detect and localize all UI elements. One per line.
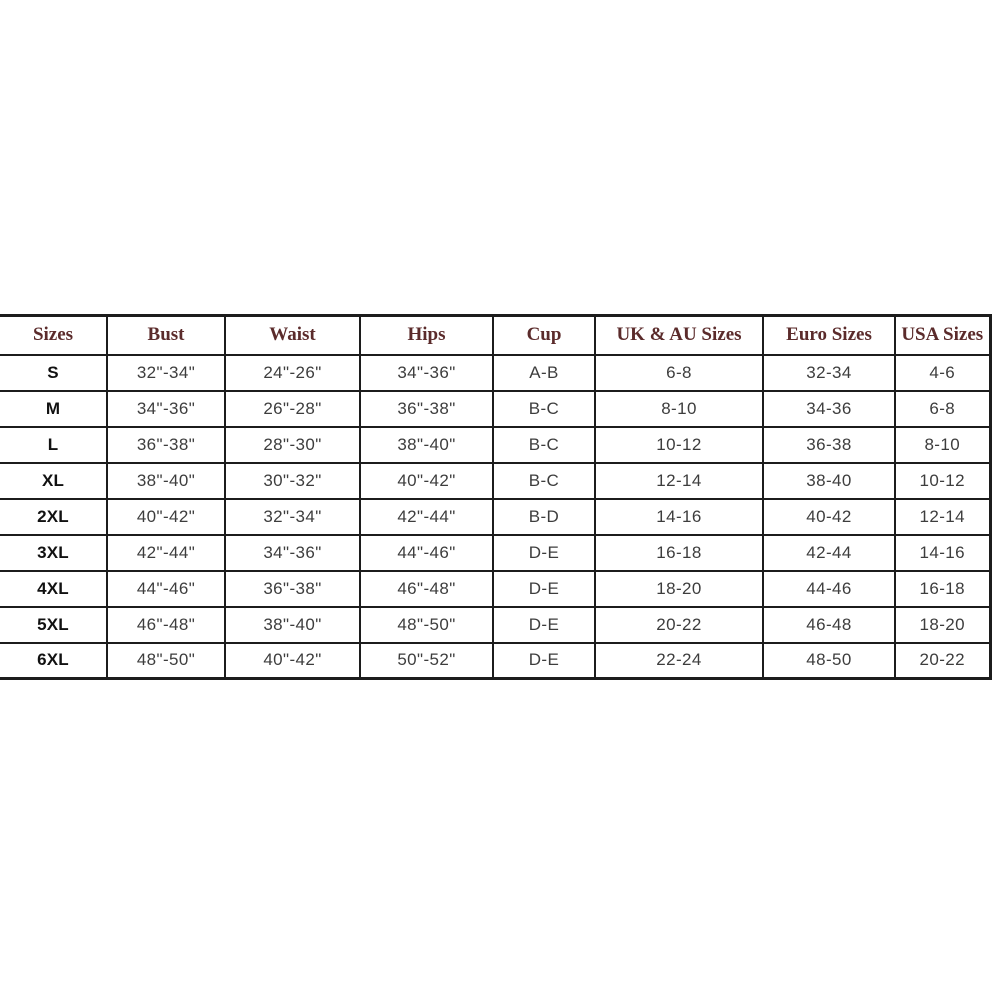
table-cell: 20-22 [895,643,990,679]
table-row [0,355,990,391]
table-cell: 22-24 [595,643,763,679]
size-chart-header [0,316,990,355]
table-cell: 38-40 [763,463,895,499]
size-chart-body [0,355,990,679]
table-cell: 8-10 [595,391,763,427]
header-cell-sizes: Sizes [0,316,107,355]
table-cell: 10-12 [895,463,990,499]
table-cell: 6-8 [895,391,990,427]
table-cell: 34"-36" [107,391,225,427]
table-cell: 24"-26" [225,355,360,391]
size-label-cell: 6XL [0,643,107,679]
table-cell: 42"-44" [360,499,493,535]
table-cell: 48-50 [763,643,895,679]
table-cell: 38"-40" [225,607,360,643]
table-row [0,607,990,643]
table-cell: D-E [493,643,595,679]
table-cell: 12-14 [895,499,990,535]
size-label-cell: 5XL [0,607,107,643]
table-cell: 36"-38" [360,391,493,427]
table-row [0,427,990,463]
table-row [0,499,990,535]
table-cell: 38"-40" [360,427,493,463]
table-row [0,391,990,427]
table-cell: 46"-48" [360,571,493,607]
table-cell: B-D [493,499,595,535]
table-row [0,535,990,571]
table-cell: 8-10 [895,427,990,463]
table-cell: 48"-50" [107,643,225,679]
table-cell: 44-46 [763,571,895,607]
header-cell-hips: Hips [360,316,493,355]
size-label-cell: L [0,427,107,463]
table-cell: 30"-32" [225,463,360,499]
table-cell: 10-12 [595,427,763,463]
size-chart-table [0,314,992,680]
size-label-cell: 4XL [0,571,107,607]
table-cell: 48"-50" [360,607,493,643]
table-cell: D-E [493,535,595,571]
header-row [0,316,990,355]
table-cell: 40"-42" [360,463,493,499]
header-cell-uk-au-sizes: UK & AU Sizes [595,316,763,355]
table-cell: B-C [493,391,595,427]
table-cell: 36-38 [763,427,895,463]
table-cell: 6-8 [595,355,763,391]
table-cell: B-C [493,427,595,463]
table-cell: 36"-38" [107,427,225,463]
table-cell: 40"-42" [225,643,360,679]
table-cell: 42"-44" [107,535,225,571]
table-cell: 20-22 [595,607,763,643]
table-cell: 46-48 [763,607,895,643]
size-label-cell: S [0,355,107,391]
table-cell: 16-18 [595,535,763,571]
header-cell-euro-sizes: Euro Sizes [763,316,895,355]
table-cell: 14-16 [895,535,990,571]
size-label-cell: 2XL [0,499,107,535]
table-cell: 38"-40" [107,463,225,499]
table-cell: A-B [493,355,595,391]
table-cell: 46"-48" [107,607,225,643]
table-cell: 40"-42" [107,499,225,535]
table-cell: D-E [493,607,595,643]
table-cell: 18-20 [595,571,763,607]
size-label-cell: 3XL [0,535,107,571]
table-cell: 32"-34" [225,499,360,535]
table-cell: 26"-28" [225,391,360,427]
header-cell-usa-sizes: USA Sizes [895,316,990,355]
table-cell: 12-14 [595,463,763,499]
table-cell: 18-20 [895,607,990,643]
table-cell: B-C [493,463,595,499]
table-cell: 36"-38" [225,571,360,607]
table-row [0,463,990,499]
table-cell: 50"-52" [360,643,493,679]
table-cell: 34"-36" [225,535,360,571]
table-cell: 32"-34" [107,355,225,391]
table-cell: 44"-46" [107,571,225,607]
header-cell-bust: Bust [107,316,225,355]
table-row [0,571,990,607]
header-cell-waist: Waist [225,316,360,355]
size-chart-container [0,314,992,680]
table-cell: 28"-30" [225,427,360,463]
table-cell: 32-34 [763,355,895,391]
table-cell: 44"-46" [360,535,493,571]
table-row [0,643,990,679]
table-cell: 34"-36" [360,355,493,391]
size-label-cell: XL [0,463,107,499]
table-cell: 40-42 [763,499,895,535]
table-cell: 14-16 [595,499,763,535]
header-cell-cup: Cup [493,316,595,355]
table-cell: 34-36 [763,391,895,427]
table-cell: 42-44 [763,535,895,571]
size-label-cell: M [0,391,107,427]
table-cell: D-E [493,571,595,607]
table-cell: 4-6 [895,355,990,391]
table-cell: 16-18 [895,571,990,607]
